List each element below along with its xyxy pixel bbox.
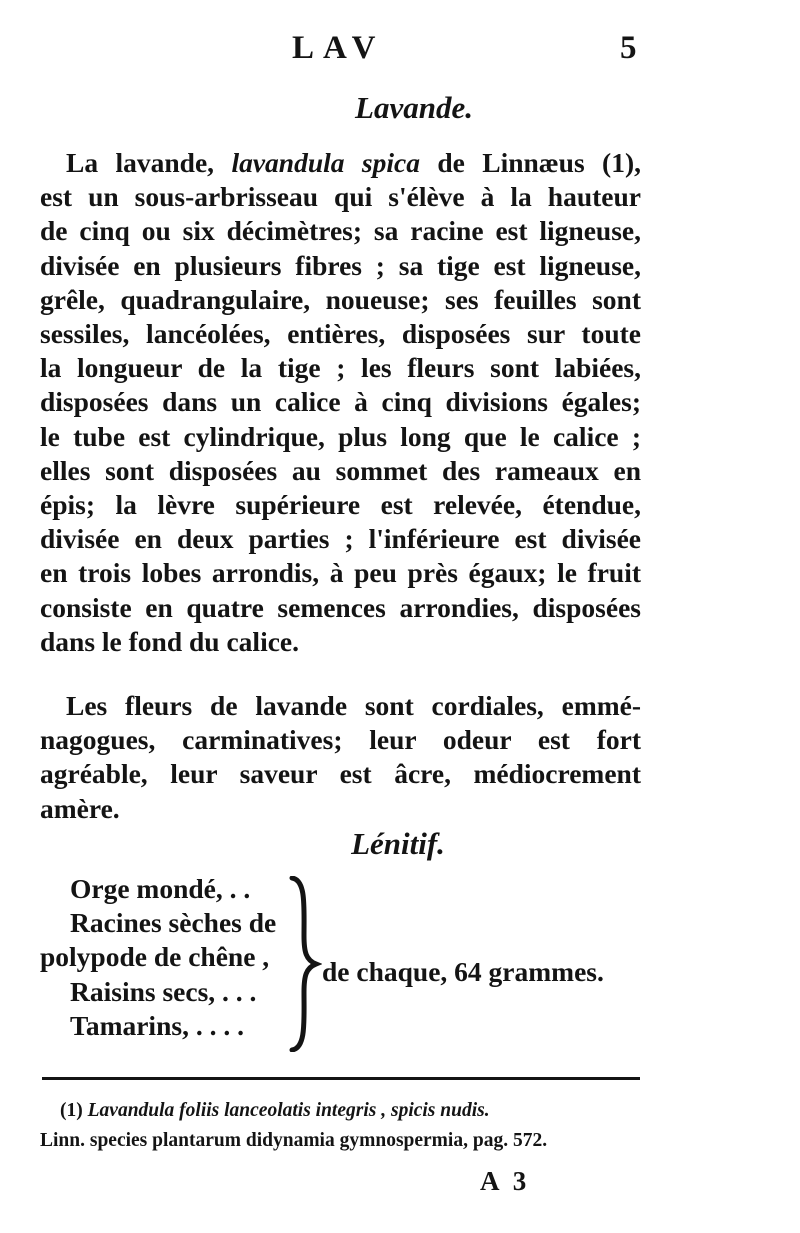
footnote-line: [40, 1096, 640, 1126]
paragraph-line: le tube est cylindrique, plus long que le calice ;: [40, 420, 641, 452]
paragraph-line: [40, 146, 641, 180]
paragraph-line: agréable, leur saveur est âcre, médiocrement: [40, 758, 641, 790]
paragraph-line: grêle, quadrangulaire, noueuse; ses feuilles sont: [40, 283, 641, 315]
text-run: La lavande,: [66, 147, 232, 178]
paragraph-line: consiste en quatre semences arrondies, disposées: [40, 591, 641, 623]
ingredient-item: polypode de chêne ,: [40, 941, 270, 973]
article-title: Lavande.: [355, 90, 473, 125]
ingredient-list: [40, 872, 300, 1043]
footnote-line: Linn. species plantarum didynamia gymnospermia, pag. 572.: [40, 1130, 548, 1151]
paragraph-line: elles sont disposées au sommet des rameaux en: [40, 454, 641, 486]
species-name: lavandula spica: [231, 147, 420, 178]
text-run: de Linnæus (1),: [419, 147, 641, 178]
paragraph-line: la longueur de la tige ; les fleurs sont labiées,: [40, 352, 641, 384]
running-head: [0, 30, 800, 70]
footnote: [40, 1096, 640, 1156]
paragraph-line: Les fleurs de lavande sont cordiales, emmé-: [66, 690, 641, 721]
paragraph-line: nagogues, carminatives; leur odeur est fort: [40, 724, 641, 756]
curly-brace-icon: [286, 876, 322, 1052]
ingredient-item: Racines sèches de: [70, 907, 277, 939]
running-title: LAV: [292, 30, 385, 66]
paragraph-line: de cinq ou six décimètres; sa racine est ligneuse,: [40, 215, 641, 247]
paragraph-line: sessiles, lancéolées, entières, disposées sur toute: [40, 318, 641, 350]
paragraph-description: [40, 146, 641, 659]
paragraph-line: amère.: [40, 792, 120, 824]
paragraph-line: divisée en plusieurs fibres ; sa tige est ligneuse,: [40, 249, 641, 281]
recipe-title: Lénitif.: [351, 826, 445, 861]
footnote-divider: [42, 1077, 640, 1080]
page-number: 5: [620, 30, 637, 66]
footnote-marker: (1): [60, 1100, 83, 1121]
paragraph-line: dans le fond du calice.: [40, 625, 299, 657]
paragraph-line: épis; la lèvre supérieure est relevée, étendue,: [40, 489, 641, 521]
ingredient-item: Tamarins, . . . .: [70, 1009, 244, 1041]
paragraph-line: en trois lobes arrondis, à peu près égaux; le fruit: [40, 557, 641, 589]
ingredient-item: Orge mondé, . .: [70, 873, 251, 904]
paragraph-line: est un sous-arbrisseau qui s'élève à la hauteur: [40, 181, 641, 213]
paragraph-line: divisée en deux parties ; l'inférieure est divisée: [40, 523, 641, 555]
paragraph-properties: [40, 689, 641, 826]
paragraph-line: disposées dans un calice à cinq divisions égales;: [40, 386, 641, 418]
signature-mark: A 3: [480, 1166, 531, 1196]
ingredient-item: Raisins secs, . . .: [70, 975, 257, 1007]
footnote-latin: Lavandula foliis lanceolatis integris , spicis nudis.: [87, 1100, 490, 1121]
dosage-text: de chaque, 64 grammes.: [322, 956, 604, 987]
recipe: [40, 872, 660, 1062]
